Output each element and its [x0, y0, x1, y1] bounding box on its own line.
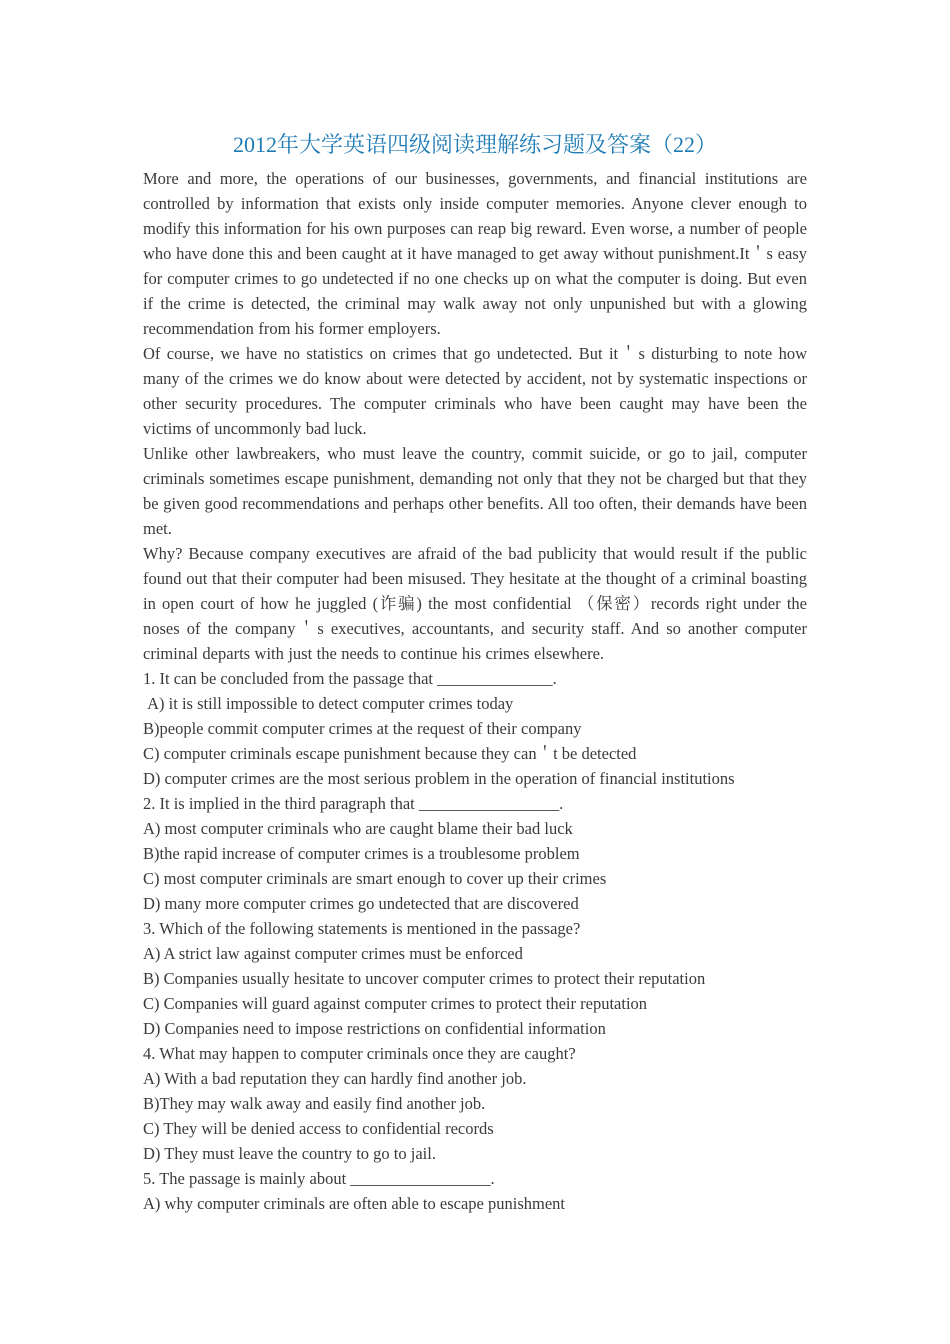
document-content: [143, 0, 807, 1216]
question-option[interactable]: A) most computer criminals who are caught blame their bad luck: [143, 819, 573, 838]
questions-list: [143, 666, 807, 1216]
question-option[interactable]: C) most computer criminals are smart enough to cover up their crimes: [143, 869, 607, 888]
passage-body: [143, 166, 807, 666]
question-item: [143, 791, 807, 916]
question-option[interactable]: C) computer criminals escape punishment because they can＇t be detected: [143, 744, 637, 763]
question-option[interactable]: A) why computer criminals are often able to escape punishment: [143, 1194, 565, 1213]
question-stem: 3. Which of the following statements is mentioned in the passage?: [143, 919, 581, 938]
question-option[interactable]: D) computer crimes are the most serious problem in the operation of financial institutions: [143, 769, 735, 788]
question-option[interactable]: B)the rapid increase of computer crimes is a troublesome problem: [143, 844, 580, 863]
page-title: 2012年大学英语四级阅读理解练习题及答案（22）: [232, 132, 717, 157]
passage-paragraph-2: Of course, we have no statistics on crimes that go undetected. But it＇s disturbing to note how many of the crimes we do know about were detected by accident, not by systematic inspections or other security procedures. The computer criminals who have been caught may have been the victims of uncommonly bad luck.: [143, 344, 807, 438]
question-option[interactable]: A) With a bad reputation they can hardly find another job.: [143, 1069, 527, 1088]
question-item: [143, 916, 807, 1041]
question-option[interactable]: D) Companies need to impose restrictions on confidential information: [143, 1019, 606, 1038]
question-item: [143, 1041, 807, 1166]
passage-paragraph-1: More and more, the operations of our businesses, governments, and financial institutions are controlled by information that exists only inside computer memories. Anyone clever enough to modify this information for his own purposes can reap big reward. Even worse, a number of people who have done this and been caught at it have managed to get away without punishment.It＇s easy for computer crimes to go undetected if no one checks up on what the computer is doing. But even if the crime is detected, the criminal may walk away not only unpunished but with a glowing recommendation from his former employers.: [143, 169, 807, 338]
question-option[interactable]: C) They will be denied access to confidential records: [143, 1119, 494, 1138]
question-option[interactable]: D) They must leave the country to go to jail.: [143, 1144, 436, 1163]
question-option[interactable]: B)people commit computer crimes at the request of their company: [143, 719, 582, 738]
question-option[interactable]: B) Companies usually hesitate to uncover computer crimes to protect their reputation: [143, 969, 706, 988]
question-stem: 4. What may happen to computer criminals once they are caught?: [143, 1044, 576, 1063]
question-option[interactable]: A) it is still impossible to detect computer crimes today: [143, 694, 514, 713]
question-stem: 2. It is implied in the third paragraph that _________________.: [143, 794, 564, 813]
passage-paragraph-4: Why? Because company executives are afraid of the bad publicity that would result if the public found out that their computer had been misused. They hesitate at the thought of a criminal boasting in open court of how he juggled (诈骗) the most confidential （保密）records right under the noses of the company＇s executives, accountants, and security staff. And so another computer criminal departs with just the needs to continue his crimes elsewhere.: [143, 544, 807, 663]
question-item: [143, 1166, 807, 1216]
passage-paragraph-3: Unlike other lawbreakers, who must leave the country, commit suicide, or go to jail, computer criminals sometimes escape punishment, demanding not only that they not be charged but that they be given good recommendations and perhaps other benefits. All too often, their demands have been met.: [143, 444, 807, 538]
question-option[interactable]: C) Companies will guard against computer crimes to protect their reputation: [143, 994, 648, 1013]
question-option[interactable]: B)They may walk away and easily find another job.: [143, 1094, 486, 1113]
question-stem: 1. It can be concluded from the passage that ______________.: [143, 669, 557, 688]
question-stem: 5. The passage is mainly about _________________.: [143, 1169, 495, 1188]
question-item: [143, 666, 807, 791]
question-option[interactable]: A) A strict law against computer crimes must be enforced: [143, 944, 523, 963]
question-option[interactable]: D) many more computer crimes go undetected that are discovered: [143, 894, 579, 913]
